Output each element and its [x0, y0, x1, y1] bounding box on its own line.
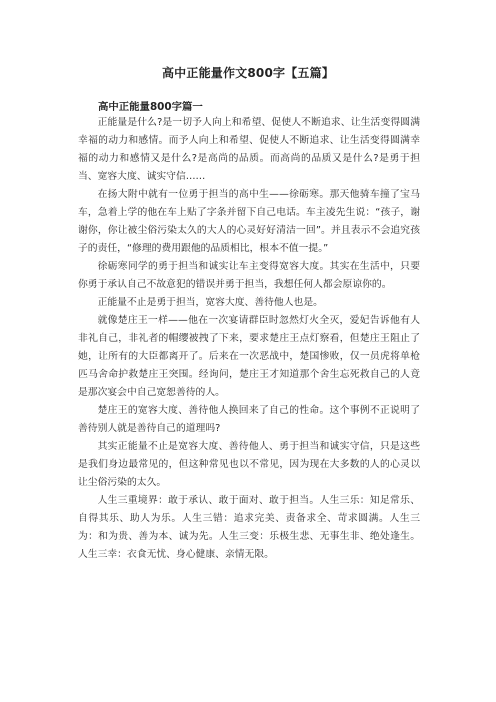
document-title: 高中正能量作文800字【五篇】: [161, 66, 335, 80]
paragraph: 正能量不止是勇于担当，宽容大度、善待他人也是。: [97, 297, 323, 308]
paragraph: 徐砺寒同学的勇于担当和诚实让车主变得宽容大度。其实在生活中，只要你勇于承认自己不故意犯的错误并勇于担当，我想任何人都会原谅你的。: [78, 261, 420, 290]
paragraph: 其实正能量不止是宽容大度、善待他人、勇于担当和诚实守信，只是这些是我们身边最常见的，但这种常见也以不常见，因为现在大多数的人的心灵以让尘俗污染的太久。: [78, 441, 420, 488]
paragraph: 就像楚庄王一样——他在一次宴请群臣时忽然灯火全灭，爱妃告诉他有人非礼自己，非礼者的帽缨被拽了下来，要求楚庄王点灯察看，但楚庄王阻止了她，让所有的大臣都离开了。后来在一次恶战中，楚国惨败，仅一员虎将单枪匹马舍命护救楚庄王突围。经询问，楚庄王才知道那个舍生忘死救自己的人竟是那次宴会中自己宽恕善待的人。: [78, 315, 420, 398]
section-title: 高中正能量800字篇一: [98, 101, 203, 113]
paragraph: 在扬大附中就有一位勇于担当的高中生——徐砺寒。那天他骑车撞了宝马车，急着上学的他在车上贴了字条并留下自己电话。车主凌先生说：“孩子，谢谢你，你让被尘俗污染太久的大人的心灵好好清洁一回”。并且表示不会追究孩子的责任，“修理的费用跟他的品质相比，根本不值一提。”: [78, 189, 420, 254]
paragraph: 正能量是什么?是一切予人向上和希望、促使人不断追求、让生活变得圆满幸福的动力和感情。而予人向上和希望、促使人不断追求、让生活变得圆满幸福的动力和感情又是什么?是高尚的品质。而高尚的品质又是什么?是勇于担当、宽容大度、诚实守信……: [78, 117, 420, 182]
paragraph: 人生三重境界：敢于承认、敢于面对、敢于担当。人生三乐：知足常乐、自得其乐、助人为乐。人生三错：追求完美、责备求全、苛求圆满。人生三为：和为贵、善为本、诚为先。人生三变：乐极生悲、无事生非、绝处逢生。人生三幸：衣食无忧、身心健康、亲情无限。: [78, 495, 420, 560]
article-body: [78, 114, 420, 564]
paragraph: 楚庄王的宽容大度、善待他人换回来了自己的性命。这个事例不正说明了善待别人就是善待自己的道理吗?: [78, 405, 420, 434]
